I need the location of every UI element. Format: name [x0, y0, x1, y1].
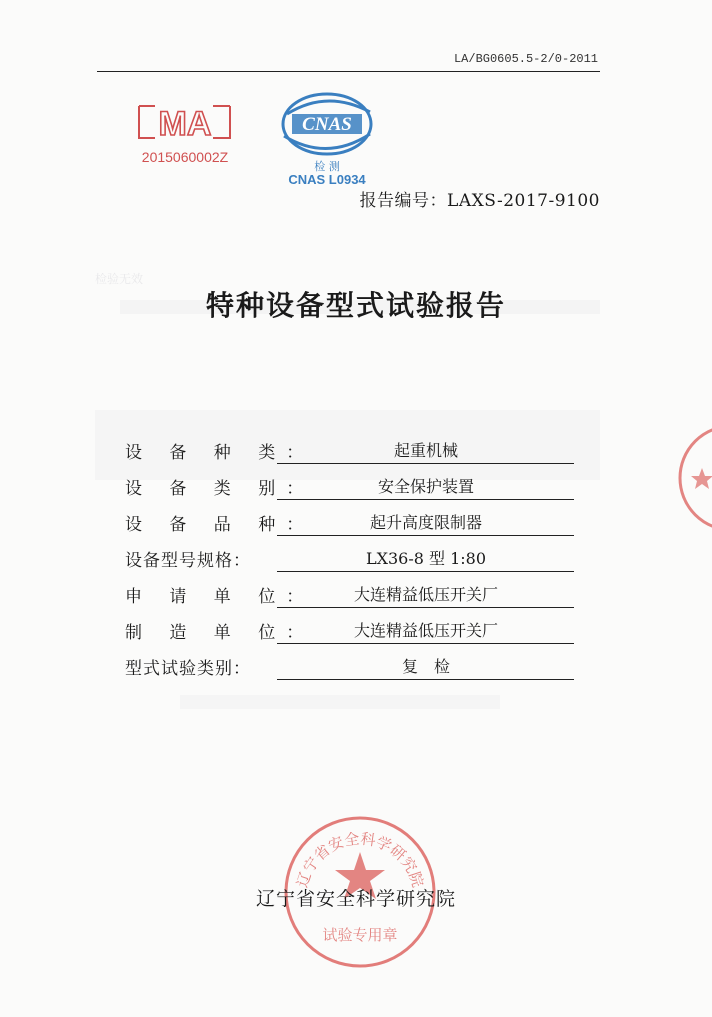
cnas-sub-label: 检 测 [314, 160, 340, 173]
field-underline [277, 571, 574, 572]
field-underline [277, 607, 574, 608]
seal-arc-text: 辽宁省安全科学研究院 [293, 829, 427, 890]
field-label: 型式试验类别： [125, 659, 251, 679]
field-row-manufacturer [125, 618, 575, 648]
field-value: 复 检 [401, 657, 450, 676]
field-row-equipment-category [125, 474, 575, 504]
field-label: 制 造 单 位： [125, 623, 315, 643]
field-label: 设 备 种 类： [125, 443, 315, 463]
field-underline [277, 679, 574, 680]
field-underline [277, 463, 574, 464]
field-row-equipment-type [125, 438, 575, 468]
document-code: LA/BG0605.5-2/0-2011 [453, 52, 598, 66]
field-label: 设 备 类 别： [125, 479, 315, 499]
bleed-through-text: 检验无效 [95, 272, 144, 286]
cnas-accreditation-logo [272, 84, 392, 188]
bleed-through-band [180, 695, 500, 709]
report-number: 报告编号：LAXS-2017-9100 [359, 191, 600, 211]
page-title: 特种设备型式试验报告 [205, 289, 506, 322]
cnas-wordmark: CNAS [302, 114, 352, 135]
field-value: 起升高度限制器 [369, 513, 482, 532]
header-rule [97, 71, 600, 72]
field-label: 申 请 单 位： [125, 587, 315, 607]
ma-certification-logo [125, 98, 260, 170]
field-value: 安全保护装置 [377, 477, 474, 496]
field-value: LX36-8 型 1:80 [365, 549, 487, 568]
seal-bottom-text: 试验专用章 [322, 926, 398, 944]
field-row-test-category [125, 654, 575, 684]
field-row-applicant [125, 582, 575, 612]
field-label: 设 备 品 种： [125, 515, 315, 535]
field-underline [277, 535, 574, 536]
field-value: 大连精益低压开关厂 [353, 621, 498, 640]
field-row-equipment-variety [125, 510, 575, 540]
institute-name: 辽宁省安全科学研究院 [255, 888, 456, 910]
partial-seal-stamp [672, 418, 712, 538]
field-label: 设备型号规格： [125, 551, 251, 571]
field-value: 起重机械 [393, 441, 458, 460]
field-value: 大连精益低压开关厂 [353, 585, 498, 604]
field-underline [277, 499, 574, 500]
field-underline [277, 643, 574, 644]
cnas-number: CNAS L0934 [288, 172, 366, 187]
ma-number: 2015060002Z [141, 149, 229, 165]
field-row-model-spec [125, 546, 575, 576]
ma-letters: MA [158, 105, 212, 143]
